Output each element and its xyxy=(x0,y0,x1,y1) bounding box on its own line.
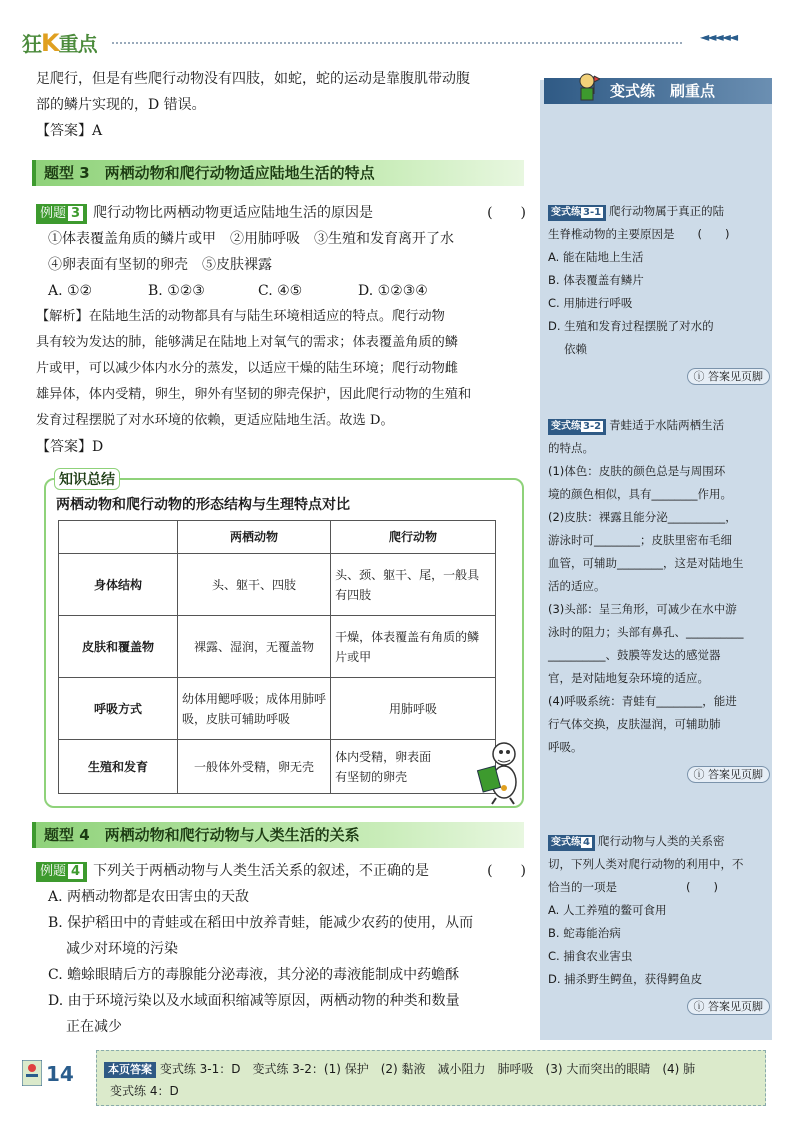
option-a: A. 能在陆地上生活 xyxy=(548,250,644,264)
knowledge-summary-tag: 知识总结 xyxy=(54,468,120,490)
option-c: C. 用肺进行呼吸 xyxy=(548,296,633,310)
intro-line-1: 足爬行，但是有些爬行动物没有四肢，如蛇，蛇的运动是靠腹肌带动腹 xyxy=(36,71,470,87)
table-cell: 头、颈、躯干、尾，一般具有四肢 xyxy=(331,554,496,616)
page-badge-icon xyxy=(22,1060,42,1086)
option-b-cont: 减少对环境的污染 xyxy=(66,941,178,957)
header-divider xyxy=(112,42,682,44)
option-c: C. 捕食农业害虫 xyxy=(548,949,633,963)
footer-line-1: 变式练 3-1：D 变式练 3-2：(1) 保护 (2) 黏液 减小阻力 肺呼吸 (3) 大而突出的眼睛 (4) 肺 xyxy=(159,1062,696,1076)
choice-b: B. ①②③ xyxy=(148,283,205,299)
example-3-answer: 【答案】D xyxy=(36,439,104,455)
option-d-cont: 依赖 xyxy=(564,342,587,356)
example-4-answer-paren: ( ) xyxy=(487,863,526,879)
option-c: C. 蟾蜍眼睛后方的毒腺能分泌毒液，其分泌的毒液能制成中药蟾酥 xyxy=(48,967,460,983)
row-header: 皮肤和覆盖物 xyxy=(59,616,178,678)
example-3 xyxy=(36,200,536,460)
intro-line-2: 部的鳞片实现的，D 错误。 xyxy=(36,97,206,113)
row-header: 生殖和发育 xyxy=(59,740,178,794)
table-cell: 用肺呼吸 xyxy=(331,678,496,740)
sidebar-header: 变式练 刷重点 xyxy=(544,78,772,104)
analysis-label: 【解析】 xyxy=(36,309,89,324)
mascot-flag-icon xyxy=(574,72,600,104)
summary-title: 两栖动物和爬行动物的形态结构与生理特点对比 xyxy=(56,497,350,513)
header-logo: 狂K重点 xyxy=(22,29,97,57)
table-cell: 头、躯干、四肢 xyxy=(178,554,331,616)
row-header: 呼吸方式 xyxy=(59,678,178,740)
variant-4-tag: 变式练 4 xyxy=(548,835,595,851)
footer-tag: 本页答案 xyxy=(104,1062,156,1078)
example-4 xyxy=(36,858,536,1040)
answer-see-footer-button[interactable]: ⓘ 答案见页脚 xyxy=(687,998,771,1015)
col-header-amphibian: 两栖动物 xyxy=(178,521,331,554)
analysis-line: 具有较为发达的肺，能够满足在陆地上对氧气的需求；体表覆盖角质的鳞 xyxy=(36,335,458,350)
option-b: B. 体表覆盖有鳞片 xyxy=(548,273,644,287)
option-a: A. 两栖动物都是农田害虫的天敌 xyxy=(48,889,250,905)
option-d: D. 生殖和发育过程摆脱了对水的 xyxy=(548,319,714,333)
table-header-row xyxy=(59,521,496,554)
option-d-cont: 正在减少 xyxy=(66,1019,122,1035)
example-4-tag: 例题 4 xyxy=(36,862,87,882)
example-3-question: 爬行动物比两栖动物更适应陆地生活的原因是 xyxy=(93,205,374,221)
analysis-line: 片或甲，可以减少体内水分的蒸发，以适应干燥的陆生环境；爬行动物雌 xyxy=(36,361,458,376)
row-header: 身体结构 xyxy=(59,554,178,616)
col-header-reptile: 爬行动物 xyxy=(331,521,496,554)
table-cell: 一般体外受精，卵无壳 xyxy=(178,740,331,794)
table-row xyxy=(59,678,496,740)
footer-line-2: 变式练 4：D xyxy=(110,1084,179,1098)
answer-prev: 【答案】A xyxy=(36,123,103,139)
example-3-choices xyxy=(36,278,508,304)
choice-a: A. ①② xyxy=(48,283,93,299)
header-arrows-icon: ◄◄◄◄◄ xyxy=(700,30,737,44)
footer-answers-text xyxy=(104,1058,764,1102)
option-b: B. 保护稻田中的青蛙或在稻田中放养青蛙，能减少农药的使用，从而 xyxy=(48,915,474,931)
mascot-reading-icon xyxy=(474,740,524,806)
analysis-line: 雄异体，体内受精，卵生，卵外有坚韧的卵壳保护，因此爬行动物的生殖和 xyxy=(36,387,472,402)
page-number: 14 xyxy=(46,1062,74,1086)
answer-see-footer-button[interactable]: ⓘ 答案见页脚 xyxy=(687,368,771,385)
example-3-options-1: ①体表覆盖角质的鳞片或甲 ②用肺呼吸 ③生殖和发育离开了水 xyxy=(48,231,454,247)
table-row xyxy=(59,616,496,678)
variant-4: 变式练 4 爬行动物与人类的关系密 切，下列人类对爬行动物的利用中，不 恰当的一项是 ( ) A. 人工养殖的鳖可食用 B. 蛇毒能治病 C. 捕食农业害虫 D. 捕杀野生鳄鱼，获得鳄鱼皮 ⓘ 答案见页脚 xyxy=(548,830,770,1018)
example-3-options-2: ④卵表面有坚韧的卵壳 ⑤皮肤裸露 xyxy=(48,257,272,273)
analysis-line: 发育过程摆脱了对水环境的依赖，更适应陆地生活。故选 D。 xyxy=(36,413,394,428)
table-cell: 裸露、湿润，无覆盖物 xyxy=(178,616,331,678)
choice-c: C. ④⑤ xyxy=(258,283,303,299)
table-cell: 体内受精，卵表面有坚韧的卵壳 xyxy=(331,740,496,794)
table-row xyxy=(59,554,496,616)
option-d: D. 捕杀野生鳄鱼，获得鳄鱼皮 xyxy=(548,972,703,986)
table-cell: 干燥，体表覆盖有角质的鳞片或甲 xyxy=(331,616,496,678)
section-4-banner: 题型 4 两栖动物和爬行动物与人类生活的关系 xyxy=(32,822,524,848)
variant-3-2-tag: 变式练 3-2 xyxy=(548,419,606,435)
example-3-tag: 例题 3 xyxy=(36,204,87,224)
intro-text xyxy=(36,66,536,144)
comparison-table xyxy=(58,520,496,794)
example-3-answer-paren: ( ) xyxy=(487,205,526,221)
option-d: D. 由于环境污染以及水域面积缩减等原因，两栖动物的种类和数量 xyxy=(48,993,460,1009)
option-b: B. 蛇毒能治病 xyxy=(548,926,621,940)
table-corner xyxy=(59,521,178,554)
table-cell: 幼体用鳃呼吸；成体用肺呼吸，皮肤可辅助呼吸 xyxy=(178,678,331,740)
variant-3-1: 变式练 3-1 爬行动物属于真正的陆 生脊椎动物的主要原因是 ( ) A. 能在陆地上生活 B. 体表覆盖有鳞片 C. 用肺进行呼吸 D. 生殖和发育过程摆脱了对水的 依赖 ⓘ 答案见页脚 xyxy=(548,200,770,388)
option-a: A. 人工养殖的鳖可食用 xyxy=(548,903,667,917)
section-3-banner: 题型 3 两栖动物和爬行动物适应陆地生活的特点 xyxy=(32,160,524,186)
answer-see-footer-button[interactable]: ⓘ 答案见页脚 xyxy=(687,766,771,783)
variant-3-1-tag: 变式练 3-1 xyxy=(548,205,606,221)
table-row xyxy=(59,740,496,794)
analysis-line: 在陆地生活的动物都具有与陆生环境相适应的特点。爬行动物 xyxy=(88,309,445,324)
choice-d: D. ①②③④ xyxy=(358,283,428,299)
variant-3-2: 变式练 3-2 青蛙适于水陆两栖生活 的特点。 (1)体色：皮肤的颜色总是与周围环 境的颜色相似，具有________作用。 (2)皮肤：裸露且能分泌__________， 游泳时可________；皮肤里密布毛细 血管，可辅助________，这是对陆地生 活的适应。 (3)头部：呈三角形，可减少在水中游 泳时的阻力；头部有鼻孔、__________ __________、鼓膜等发达的感觉器 官，是对陆地复杂环境的适应。 (4)呼吸系统：青蛙有________，能进 行气体交换，皮肤湿润，可辅助肺 呼吸。 ⓘ 答案见页脚 xyxy=(548,414,770,786)
example-4-question: 下列关于两栖动物与人类生活关系的叙述，不正确的是 xyxy=(93,863,430,879)
